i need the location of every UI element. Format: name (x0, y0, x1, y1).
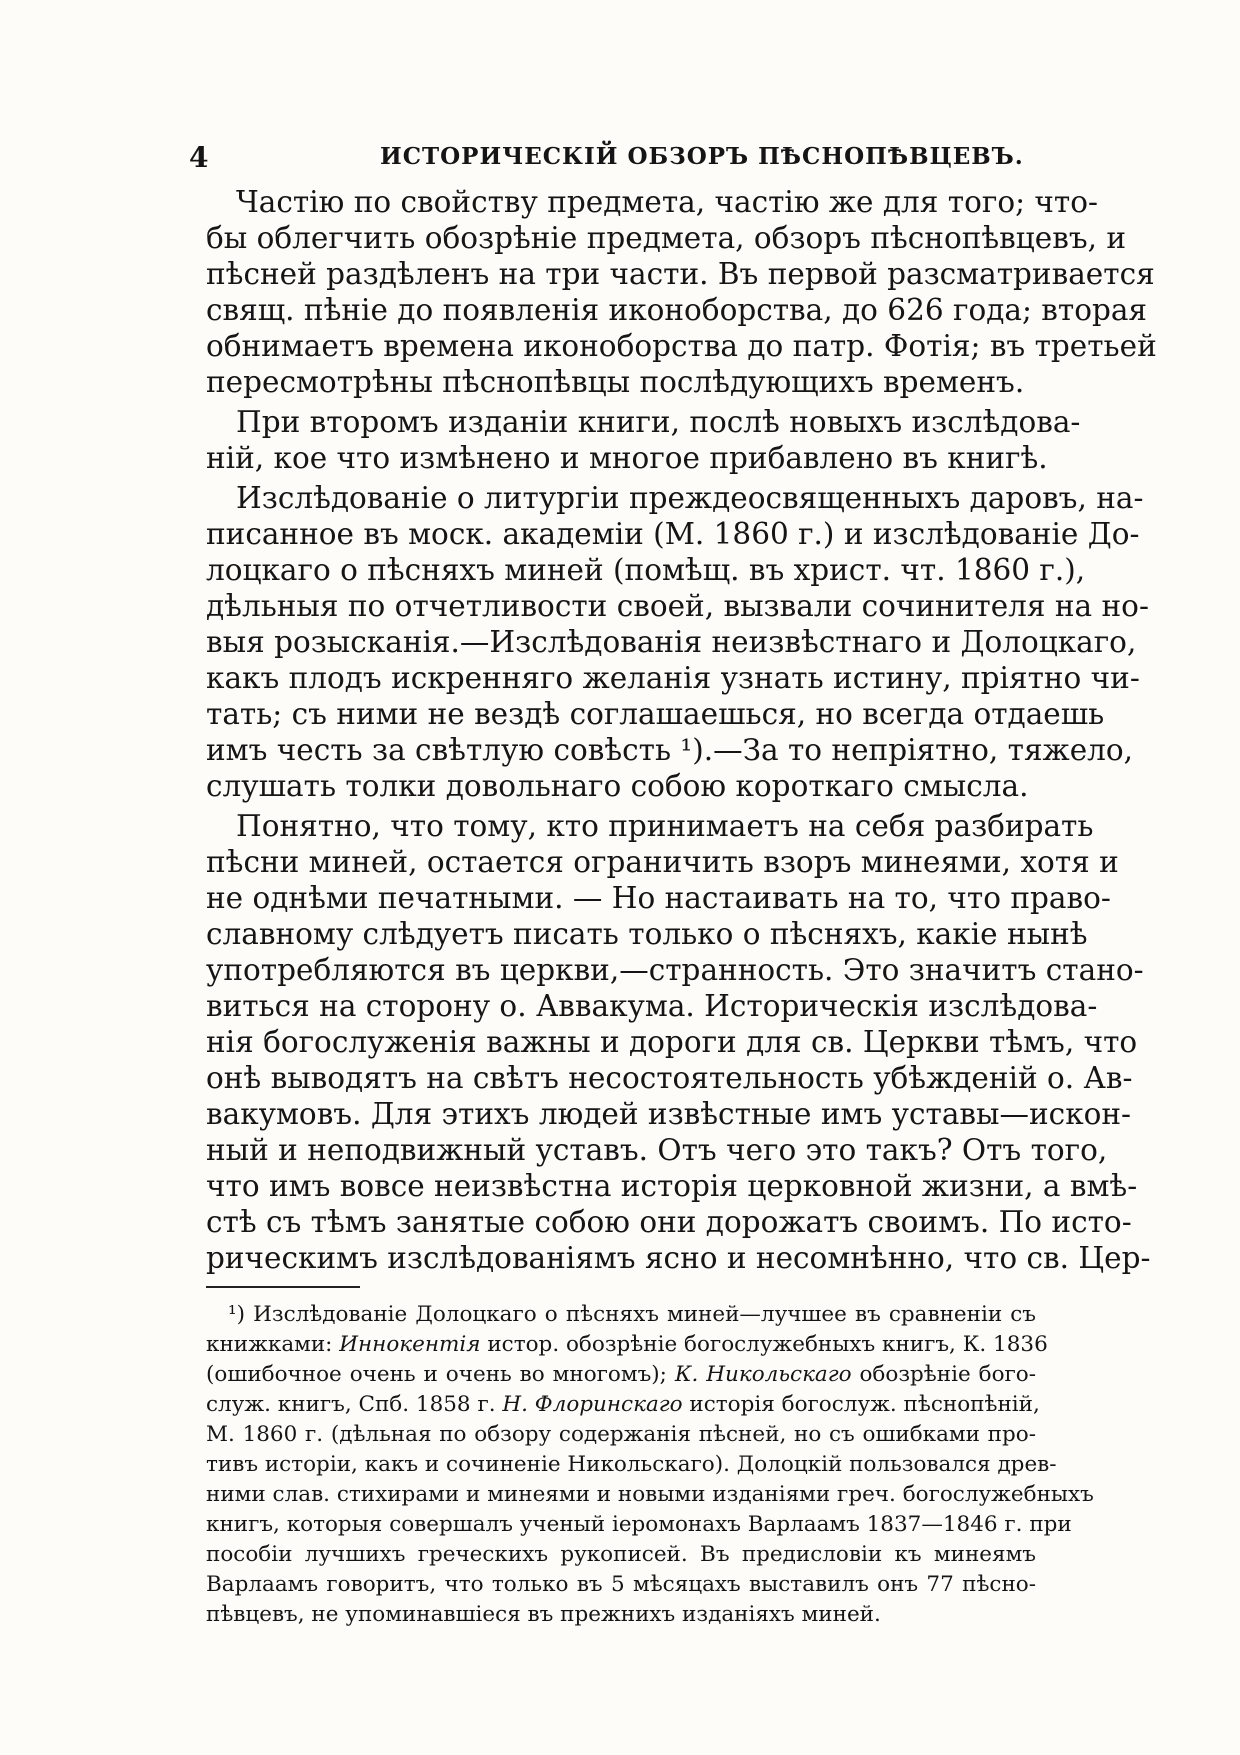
author-name-italic: Н. Флоринскаго (502, 1392, 683, 1417)
text-line: пѣсни миней, остается ограничить взоръ минеями, хотя и (206, 845, 1119, 879)
text-line: писанное въ моск. академіи (М. 1860 г.) и изслѣдованіе До- (206, 517, 1140, 551)
footnote-text: книжками: (206, 1332, 340, 1357)
text-line: пересмотрѣны пѣснопѣвцы послѣдующихъ временъ. (206, 365, 1025, 399)
footnote-line: ¹) Изслѣдованіе Долоцкаго о пѣсняхъ миней—лучшее въ сравненіи съ (228, 1302, 1036, 1327)
text-line: ный и неподвижный уставъ. Отъ чего это такъ? Отъ того, (206, 1133, 1108, 1167)
text-line: тать; съ ними не вездѣ соглашаешься, но всегда отдаешь (206, 697, 1105, 731)
footnote-line: Варлаамъ говоритъ, что только въ 5 мѣсяцахъ выставилъ онъ 77 пѣсно- (206, 1572, 1036, 1597)
running-title: ИСТОРИЧЕСКІЙ ОБЗОРЪ ПѢСНОПѢВЦЕВЪ. (380, 143, 1024, 170)
footnote-divider (206, 1286, 360, 1288)
footnote-line: пѣвцевъ, не упоминавшіеся въ прежнихъ изданіяхъ миней. (206, 1602, 881, 1627)
text-line: виться на сторону о. Аввакума. Историческія изслѣдова- (206, 989, 1098, 1023)
footnote-text: истор. обозрѣніе богослужебныхъ книгъ, К. 1836 (480, 1332, 1048, 1357)
text-line: выя розысканія.—Изслѣдованія неизвѣстнаго и Долоцкаго, (206, 625, 1137, 659)
text-line: рическимъ изслѣдованіямъ ясно и несомнѣнно, что св. Цер- (206, 1241, 1151, 1275)
page-number: 4 (189, 141, 209, 174)
footnote-line: ними слав. стихирами и минеями и новыми изданіями греч. богослужебныхъ (206, 1482, 1094, 1507)
text-line: ній, кое что измѣнено и многое прибавлено въ книгѣ. (206, 441, 1048, 475)
footnote-line (206, 1360, 1036, 1390)
text-line: Изслѣдованіе о литургіи преждеосвященныхъ даровъ, на- (236, 481, 1144, 515)
author-name-italic: Иннокентія (339, 1332, 481, 1357)
text-line: бы облегчить обозрѣніе предмета, обзоръ пѣснопѣвцевъ, и (206, 221, 1127, 255)
footnote-text: служ. книгъ, Спб. 1858 г. (206, 1392, 503, 1417)
footnote-text: (ошибочное очень и очень во многомъ); (206, 1362, 675, 1387)
footnote-line: пособіи лучшихъ греческихъ рукописей. Въ предисловіи къ минеямъ (206, 1542, 1036, 1567)
footnote-text: обозрѣніе бого- (851, 1362, 1037, 1387)
text-line: что имъ вовсе неизвѣстна исторія церковной жизни, а вмѣ- (206, 1169, 1138, 1203)
footnote-line (206, 1330, 1048, 1360)
footnote-line: М. 1860 г. (дѣльная по обзору содержанія пѣсней, но съ ошибками про- (206, 1422, 1036, 1447)
text-line: слушать толки довольнаго собою короткаго смысла. (206, 769, 1029, 803)
text-line: Частію по свойству предмета, частію же для того; что- (236, 185, 1098, 219)
text-line: При второмъ изданіи книги, послѣ новыхъ изслѣдова- (236, 405, 1081, 439)
text-line: дѣльныя по отчетливости своей, вызвали сочинителя на но- (206, 589, 1149, 623)
text-line: онѣ выводятъ на свѣтъ несостоятельность убѣжденій о. Ав- (206, 1061, 1133, 1095)
footnote-text: исторія богослуж. пѣснопѣній, (682, 1392, 1040, 1417)
text-line: нія богослуженія важны и дороги для св. Церкви тѣмъ, что (206, 1025, 1138, 1059)
text-line: не однѣми печатными. — Но настаивать на то, что право- (206, 881, 1111, 915)
text-line: имъ честь за свѣтлую совѣсть ¹).—За то непріятно, тяжело, (206, 733, 1134, 767)
text-line: обнимаетъ времена иконоборства до патр. Фотія; въ третьей (206, 329, 1157, 363)
text-line: Понятно, что тому, кто принимаетъ на себя разбирать (236, 809, 1094, 843)
footnote-line (206, 1390, 1040, 1420)
text-line: славному слѣдуетъ писать только о пѣсняхъ, какіе нынѣ (206, 917, 1088, 951)
text-line: вакумовъ. Для этихъ людей извѣстные имъ уставы—искон- (206, 1097, 1132, 1131)
author-name-italic: К. Никольскаго (674, 1362, 852, 1387)
text-line: свящ. пѣніе до появленія иконоборства, до 626 года; вторая (206, 293, 1148, 327)
footnote-line: тивъ исторіи, какъ и сочиненіе Никольскаго). Долоцкій пользовался древ- (206, 1452, 1057, 1477)
text-line: употребляются въ церкви,—странность. Это значитъ стано- (206, 953, 1144, 987)
text-line: какъ плодъ искренняго желанія узнать истину, пріятно чи- (206, 661, 1140, 695)
text-line: пѣсней раздѣленъ на три части. Въ первой разсматривается (206, 257, 1155, 291)
text-line: лоцкаго о пѣсняхъ миней (помѣщ. въ христ. чт. 1860 г.), (206, 553, 1086, 587)
footnote-line: книгъ, которыя совершалъ ученый іеромонахъ Варлаамъ 1837—1846 г. при (206, 1512, 1072, 1537)
text-line: стѣ съ тѣмъ занятые собою они дорожатъ своимъ. По исто- (206, 1205, 1132, 1239)
